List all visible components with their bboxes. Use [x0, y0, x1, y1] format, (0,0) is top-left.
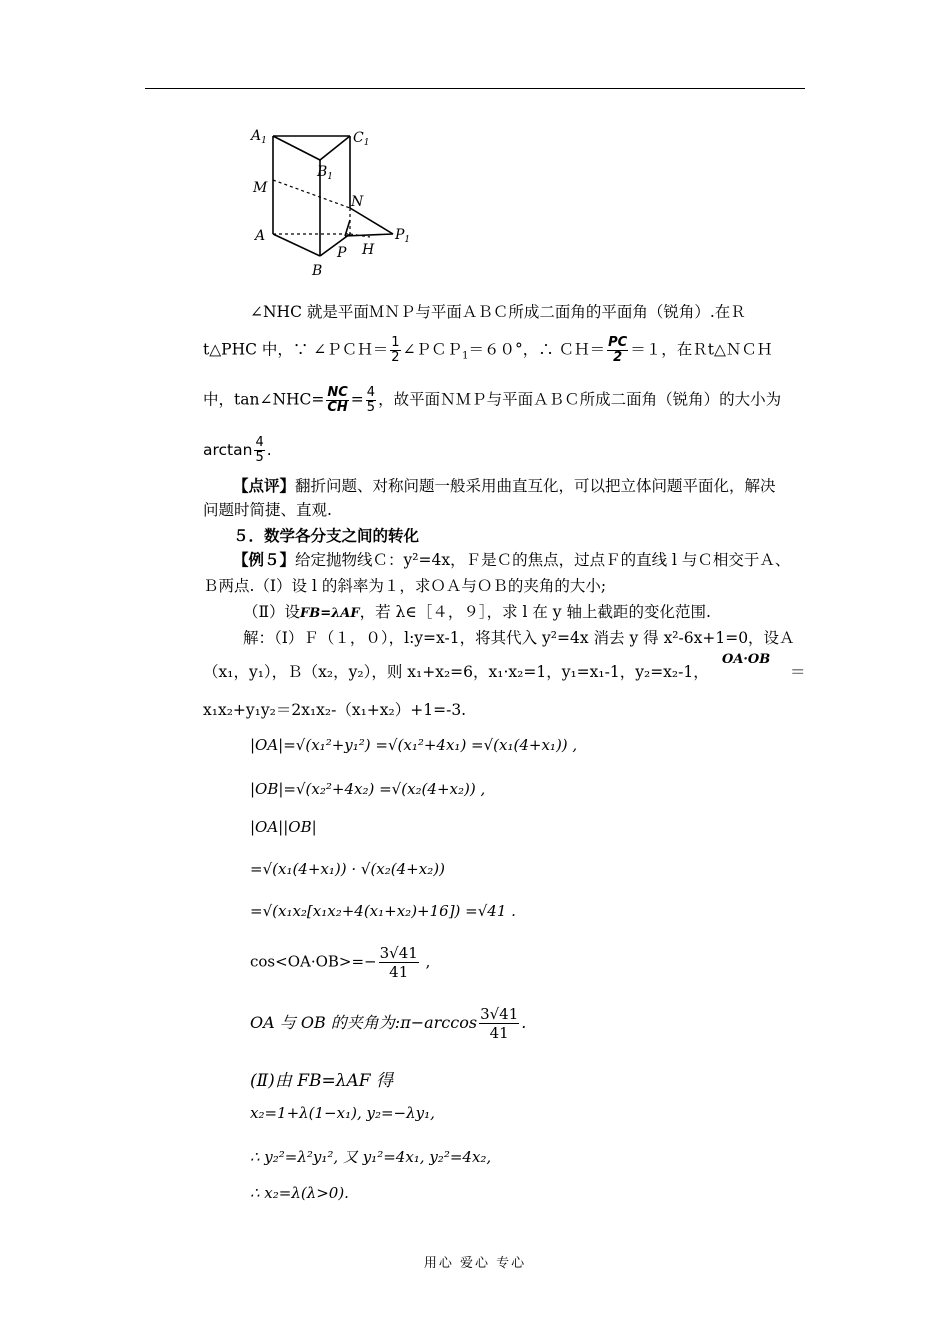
label-N: N [351, 194, 364, 210]
label-B: B [312, 263, 323, 279]
solution-line2: （x₁，y₁），Ｂ（x₂，y₂），则 x₁+x₂=6，x₁·x₂=1，y₁=x₁-1，y₂=x₂-1， [203, 663, 709, 681]
frac-cos: $\frac{3√41}{41}$ [379, 944, 418, 981]
label-P1: $P_1$ [395, 227, 411, 245]
frac-arctan: $\frac{4}{5}$ [255, 435, 264, 465]
label-P: P [337, 245, 347, 261]
solution-line1: 解：（Ⅰ）Ｆ（１，０），l:y=x-1，将其代入 y²=4x 消去 y 得 x²-6x+1=0，设Ａ [243, 629, 795, 647]
label-C1: $C_1$ [353, 130, 370, 148]
math-cos: cos<OA·OB>=− $\frac{3√41}{41}$ , [250, 944, 431, 981]
math-x2-y2: x₂=1+λ(1−x₁), y₂=−λy₁, [250, 1104, 435, 1122]
para1-line3: 中，tan∠NHC= $\frac{NC}{CH}$ = $\frac{4}{5}$ ，故平面ＮＭＰ与平面ＡＢＣ所成二面角（锐角）的大小为 [203, 385, 782, 415]
label-M: M [253, 180, 268, 196]
math-ob-modulus: |OB|=√(x₂²+4x₂) =√(x₂(4+x₂)) , [250, 780, 486, 798]
para1-line4: arctan $\frac{4}{5}$ . [203, 435, 272, 465]
math-part2-given: (Ⅱ)由 FB=λAF 得 [250, 1071, 394, 1091]
frac-nc-ch: $\frac{NC}{CH}$ [327, 385, 348, 415]
math-oa-modulus: |OA|=√(x₁²+y₁²) =√(x₁²+4x₁) =√(x₁(4+x₁)) , [250, 736, 578, 754]
comment-line1: 【点评】翻折问题、对称问题一般采用曲直互化，可以把立体问题平面化，解决 [233, 476, 776, 495]
vector-oa-ob: OA·OB [722, 652, 771, 667]
math-angle: OA 与 OB 的夹角为:π−arccos $\frac{3√41}{41}$ . [250, 1005, 527, 1042]
example5-line1: 【例５】给定抛物线Ｃ：y²=4x，Ｆ是Ｃ的焦点，过点Ｆ的直线 l 与Ｃ相交于Ａ、 [233, 550, 791, 569]
label-A1: $A_1$ [251, 128, 267, 146]
vector-fb-lambda-af: FB=λAF [300, 606, 360, 621]
label-H: H [362, 242, 375, 258]
example5-line2: Ｂ两点.（Ⅰ）设 l 的斜率为１，求ＯＡ与ＯＢ的夹角的大小; [203, 577, 607, 595]
page-footer: 用心 爱心 专心 [423, 1256, 527, 1271]
frac-4-5: $\frac{4}{5}$ [366, 385, 376, 415]
frac-angle: $\frac{3√41}{41}$ [480, 1005, 519, 1042]
header-rule [145, 88, 805, 89]
math-oa-ob-product: |OA||OB| [250, 818, 317, 836]
frac-pc-2: $\frac{PC}{2}$ [608, 335, 628, 365]
math-x2-lambda: ∴ x₂=λ(λ>0). [250, 1184, 349, 1202]
solution-line3: x₁x₂+y₁y₂＝2x₁x₂-（x₁+x₂）+1=-3. [203, 701, 467, 719]
label-A: A [255, 228, 266, 244]
solution-line2-eq: ＝ [790, 663, 806, 681]
math-product-expand: =√(x₁(4+x₁)) · √(x₂(4+x₂)) [250, 860, 445, 878]
frac-half: $\frac{1}{2}$ [391, 335, 400, 365]
label-B1: $B_1$ [317, 164, 334, 182]
section5-title: ５．数学各分支之间的转化 [233, 526, 420, 545]
prism-figure [245, 120, 420, 280]
comment-line2: 问题时简捷、直观. [203, 501, 332, 519]
example5-line3: （Ⅱ）设FB=λAF，若 λ∈［４，９］，求 l 在 y 轴上截距的变化范围. [243, 603, 711, 621]
para1-line2: t△PHC 中，∵ ∠ＰＣＨ＝ $\frac{1}{2}$ ∠ＰＣＰ$_1$＝６０°，∴ ＣＨ＝ $\frac{PC}{2}$ ＝１，在Ｒt△ＮＣＨ [203, 335, 773, 365]
math-squares: ∴ y₂²=λ²y₁², 又 y₁²=4x₁, y₂²=4x₂, [250, 1148, 492, 1166]
para1-line1: ∠NHC 就是平面ＭＮＰ与平面ＡＢＣ所成二面角的平面角（锐角）.在Ｒ [250, 303, 746, 321]
math-product-result: =√(x₁x₂[x₁x₂+4(x₁+x₂)+16]) =√41 . [250, 902, 516, 920]
